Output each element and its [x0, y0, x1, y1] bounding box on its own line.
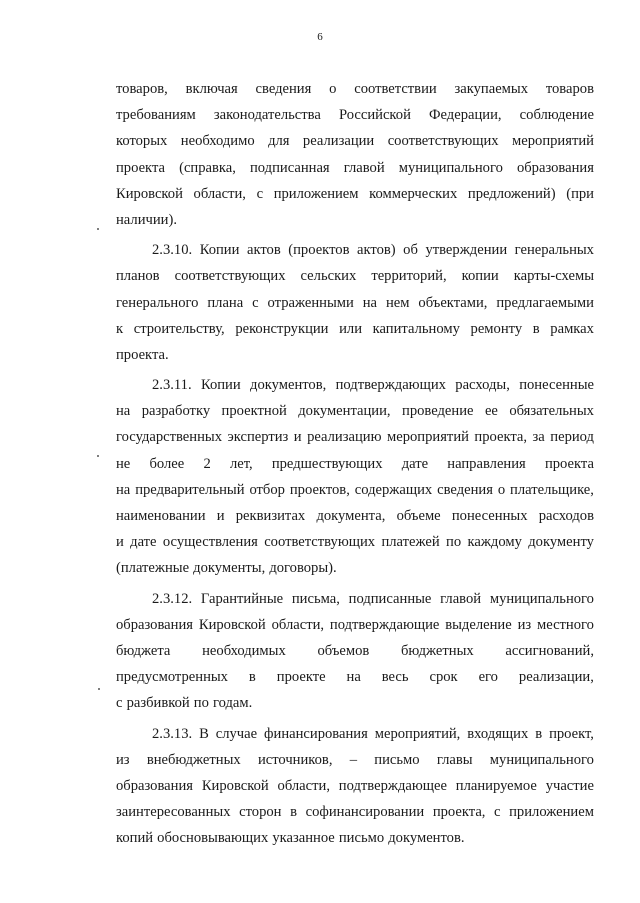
word: Кировской [198, 616, 266, 633]
text-line [116, 477, 594, 503]
word: (при [566, 185, 594, 202]
word: государственных [116, 429, 223, 446]
word: осуществления [162, 534, 258, 551]
word: не [116, 455, 131, 472]
word: проекте [276, 669, 326, 686]
word: проекта [116, 159, 165, 176]
text-line [116, 555, 594, 581]
word: требованиям [116, 107, 196, 124]
word: главы [436, 751, 473, 768]
word: копии [461, 268, 499, 285]
word: в [290, 804, 297, 821]
word: документов, [250, 377, 327, 394]
scan-speck [98, 688, 100, 690]
text-line [116, 747, 594, 773]
word: подтверждающих [335, 377, 446, 394]
text-line [116, 690, 594, 716]
word: главой [343, 159, 385, 176]
word: Российской [338, 107, 411, 124]
word: соответствии [354, 81, 437, 97]
paragraph-p-2-3-12 [116, 586, 594, 717]
word: реализации [302, 133, 375, 150]
word: сторон [239, 804, 282, 821]
text-line [116, 529, 594, 555]
word: наименовании [116, 508, 206, 524]
text-line [116, 342, 594, 368]
word: капитальному [372, 320, 460, 337]
word: входящих [467, 725, 529, 742]
word: нем [385, 294, 410, 311]
word: 2 [203, 455, 211, 472]
word: территорий, [371, 268, 447, 285]
word: подписанная [249, 159, 330, 176]
word: Копии [200, 377, 241, 394]
word: источников, [257, 751, 333, 768]
word: предусмотренных [116, 669, 228, 686]
word: утверждении [425, 242, 508, 259]
word: расходов [538, 508, 594, 524]
word: генерального [116, 294, 199, 311]
text-line [116, 398, 594, 424]
word: подписанные [348, 590, 432, 607]
word: предлагаемыми [496, 294, 594, 311]
word: понесенных [451, 508, 528, 524]
word: актов) [357, 242, 396, 259]
text-line [116, 451, 594, 477]
word: сельских [300, 268, 357, 285]
word: Федерации, [428, 107, 502, 124]
word: о [497, 481, 506, 498]
word: Копии [199, 242, 240, 259]
word: понесенные [519, 377, 594, 394]
word: приложением [509, 804, 594, 821]
text-line [116, 207, 594, 233]
word: из [517, 616, 532, 633]
word: или [339, 320, 363, 337]
paragraph-p-2-3-11 [116, 372, 594, 582]
word: годам. [212, 695, 253, 712]
word: расходы, [455, 377, 510, 394]
word: из [116, 751, 130, 768]
word: весь [381, 669, 409, 686]
word: в [532, 320, 540, 337]
word: планов [116, 268, 160, 285]
word: участие [545, 777, 594, 794]
word: экспертиз [227, 429, 289, 446]
word: разработку [141, 403, 211, 420]
word: подтверждающие [329, 616, 440, 633]
word: объеме [396, 508, 441, 524]
paragraph-p-cont [116, 76, 594, 233]
word: обязательных [509, 403, 594, 420]
word: бюджета [116, 642, 171, 659]
word: период [550, 429, 594, 446]
word: каждому [467, 534, 522, 551]
word: на [116, 481, 131, 498]
word: более [149, 455, 185, 472]
word: товаров, [116, 81, 168, 97]
word: Гарантийные [200, 590, 284, 607]
text-line [116, 799, 594, 825]
word: образования [116, 777, 193, 794]
word: к [116, 320, 124, 337]
word: – [349, 751, 358, 768]
word: объектами, [418, 294, 488, 311]
word: документа, [316, 508, 386, 524]
word: документы, [193, 560, 266, 577]
word: необходимых [202, 642, 286, 659]
word: на [116, 403, 131, 420]
word: реализацию [307, 429, 382, 446]
word: законодательства [213, 107, 321, 124]
word: ее [484, 403, 498, 420]
text-line [116, 825, 594, 851]
word: дате [130, 534, 157, 551]
word: муниципального [489, 590, 594, 607]
word: реализации, [518, 669, 594, 686]
word: внебюджетных [146, 751, 241, 768]
word: финансирования [264, 725, 368, 742]
word: соответствующих [387, 133, 499, 150]
text-line [116, 76, 594, 102]
word: 2.3.11. [152, 377, 192, 394]
word: В [199, 725, 209, 742]
word: соблюдение [519, 107, 594, 124]
text-line [116, 372, 594, 398]
word: проект, [549, 725, 594, 742]
word: разбивкой [126, 695, 190, 712]
text-line [116, 638, 594, 664]
word: предварительный [135, 481, 245, 498]
word: Кировской [116, 185, 183, 202]
word: наличии). [116, 211, 177, 228]
word: соответствующих [264, 534, 376, 551]
word: ассигнований, [505, 642, 594, 659]
word: о [329, 81, 337, 97]
word: реквизитах [235, 508, 306, 524]
word: и [116, 534, 124, 551]
word: с [252, 294, 259, 311]
word: проекта, [432, 804, 486, 821]
word: муниципального [489, 751, 594, 768]
text-line [116, 102, 594, 128]
word: Кировской [201, 777, 269, 794]
word: (проектов [288, 242, 350, 259]
word: коммерческих [369, 185, 458, 202]
word: софинансировании [305, 804, 425, 821]
text-line [116, 155, 594, 181]
text-line [116, 664, 594, 690]
word: письма, [291, 590, 340, 607]
word: письмо [374, 751, 420, 768]
word: проведение [402, 403, 474, 420]
word: области, [271, 616, 325, 633]
word: объемов [317, 642, 370, 659]
word: заинтересованных [116, 804, 231, 821]
word: мероприятий, [374, 725, 461, 742]
word: генеральных [514, 242, 594, 259]
paragraph-p-2-3-13 [116, 721, 594, 852]
text-line [116, 773, 594, 799]
word: документов. [388, 830, 465, 847]
word: содержащих [354, 481, 433, 498]
word: включая [185, 81, 238, 97]
word: документации, [298, 403, 391, 420]
scan-speck [97, 455, 99, 457]
word: выделение [445, 616, 512, 633]
word: области, [193, 185, 246, 202]
word: об [403, 242, 418, 259]
word: копий [116, 830, 154, 847]
word: предшествующих [271, 455, 383, 472]
word: подтверждающее [338, 777, 447, 794]
text-line [116, 237, 594, 263]
word: проектной [221, 403, 287, 420]
word: за [532, 429, 545, 446]
word: сведения [255, 81, 312, 97]
word: отбор [249, 481, 285, 498]
word: с [116, 695, 123, 712]
word: по [446, 534, 462, 551]
word: с [256, 185, 264, 202]
word: муниципального [398, 159, 503, 176]
word: на [346, 669, 361, 686]
word: 2.3.10. [152, 242, 193, 259]
word: карты-схемы [513, 268, 594, 285]
text-line [116, 263, 594, 289]
word: которых [116, 133, 168, 150]
word: необходимо [180, 133, 255, 150]
word: для [268, 133, 290, 150]
text-line [116, 424, 594, 450]
word: и [293, 429, 302, 446]
word: рамках [550, 320, 594, 337]
text-line [116, 612, 594, 638]
word: дате [401, 455, 429, 472]
word: бюджетных [401, 642, 474, 659]
word: его [478, 669, 498, 686]
word: предложений) [467, 185, 556, 202]
text-line [116, 290, 594, 316]
text-line [116, 503, 594, 529]
word: сведения [437, 481, 493, 498]
word: и [216, 508, 225, 524]
text-line [116, 181, 594, 207]
word: плательщике, [510, 481, 594, 498]
word: направления [447, 455, 526, 472]
word: приложением [273, 185, 359, 202]
paragraph-p-2-3-10 [116, 237, 594, 368]
word: области, [277, 777, 330, 794]
word: закупаемых [454, 81, 529, 97]
word: ремонту [470, 320, 523, 337]
word: реконструкции [235, 320, 329, 337]
text-line [116, 721, 594, 747]
word: 2.3.12. [152, 590, 193, 607]
text-line [116, 128, 594, 154]
word: проекта, [474, 429, 528, 446]
word: платежей [381, 534, 440, 551]
word: 2.3.13. [152, 725, 193, 742]
word: обосновывающих [157, 830, 269, 847]
word: (платежные [116, 560, 190, 577]
word: образования [116, 616, 193, 633]
text-line [116, 586, 594, 612]
word: строительству, [133, 320, 225, 337]
word: лет, [229, 455, 253, 472]
word: с [494, 804, 501, 821]
word: плана [207, 294, 244, 311]
word: письмо [338, 830, 385, 847]
word: соответствующих [174, 268, 286, 285]
word: образования [516, 159, 594, 176]
word: по [193, 695, 209, 712]
word: мероприятий [387, 429, 469, 446]
page-number: 6 [317, 31, 323, 43]
word: документу [528, 534, 594, 551]
word: местного [537, 616, 594, 633]
word: (справка, [179, 159, 236, 176]
word: указанное [272, 830, 335, 847]
word: в [248, 669, 256, 686]
word: планируемое [455, 777, 537, 794]
scan-speck [97, 228, 99, 230]
document-body [116, 76, 594, 851]
word: договоры). [269, 560, 337, 577]
word: срок [429, 669, 458, 686]
word: товаров [545, 81, 594, 97]
word: случае [215, 725, 258, 742]
word: отраженными [267, 294, 354, 311]
text-line [116, 316, 594, 342]
word: в [535, 725, 543, 742]
word: проектов, [289, 481, 350, 498]
word: актов [246, 242, 281, 259]
word: главой [440, 590, 482, 607]
word: мероприятий [512, 133, 594, 150]
word: проекта [544, 455, 594, 472]
word: на [362, 294, 378, 311]
word: проекта. [116, 346, 169, 363]
